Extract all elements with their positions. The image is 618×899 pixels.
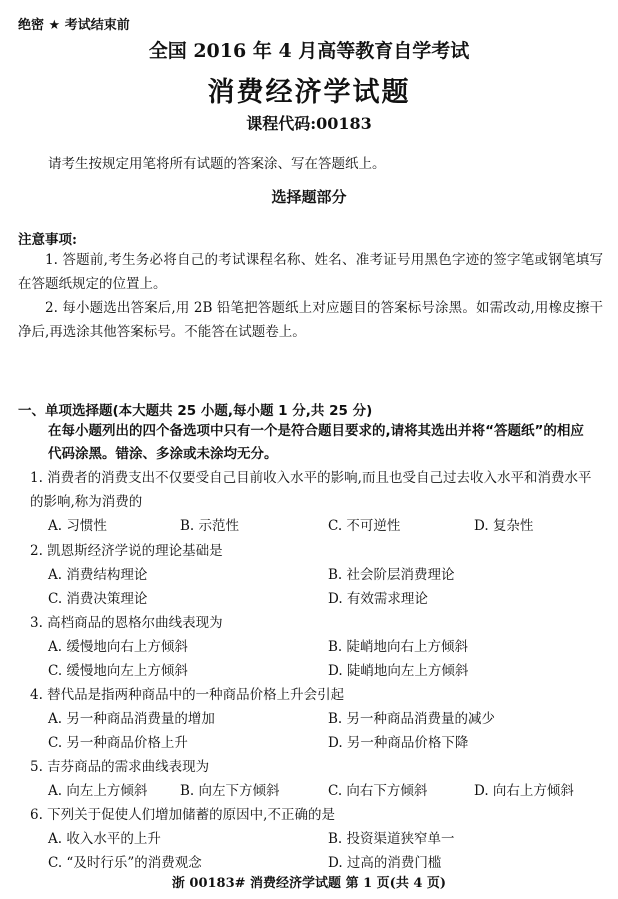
part-description: 在每小题列出的四个备选项中只有一个是符合题目要求的,请将其选出并将“答题纸”的相应代码涂黑。错涂、多涂或未涂均无分。 — [48, 423, 584, 462]
option: A. 消费结构理论 — [48, 567, 148, 583]
question-stem: 3. 高档商品的恩格尔曲线表现为 — [30, 615, 223, 631]
paper-title: 消费经济学试题 — [207, 77, 411, 108]
option: D. 过高的消费门槛 — [328, 855, 442, 871]
option: A. 习惯性 — [48, 518, 107, 534]
question-stem: 2. 凯恩斯经济学说的理论基础是 — [30, 543, 223, 559]
notes-heading: 注意事项: — [18, 232, 77, 248]
note-item: 2. 每小题选出答案后,用 2B 铅笔把答题纸上对应题目的答案标号涂黑。如需改动,用橡皮擦干净后,再选涂其他答案标号。不能答在试题卷上。 — [18, 300, 603, 340]
question-stem: 4. 替代品是指两种商品中的一种商品价格上升会引起 — [30, 687, 345, 703]
option: A. 缓慢地向右上方倾斜 — [48, 639, 188, 655]
option: B. 投资渠道狭窄单一 — [328, 831, 455, 847]
option: B. 向左下方倾斜 — [180, 783, 280, 799]
option: D. 复杂性 — [474, 518, 534, 534]
option: C. 消费决策理论 — [48, 591, 148, 607]
option: D. 有效需求理论 — [328, 591, 428, 607]
option: B. 社会阶层消费理论 — [328, 567, 455, 583]
option: D. 向右上方倾斜 — [474, 783, 574, 799]
instruction-text: 请考生按规定用笔将所有试题的答案涂、写在答题纸上。 — [48, 156, 386, 172]
part-heading: 一、单项选择题(本大题共 25 小题,每小题 1 分,共 25 分) — [18, 403, 373, 419]
page-footer: 浙 00183# 消费经济学试题 第 1 页(共 4 页) — [171, 876, 447, 891]
option: D. 另一种商品价格下降 — [328, 735, 469, 751]
option: B. 陡峭地向右上方倾斜 — [328, 639, 469, 655]
question-stem: 5. 吉芬商品的需求曲线表现为 — [30, 759, 210, 775]
confidential-label: 绝密 ★ 考试结束前 — [18, 18, 130, 33]
option: C. 向右下方倾斜 — [328, 783, 428, 799]
option: B. 另一种商品消费量的减少 — [328, 711, 496, 727]
option: C. 不可逆性 — [328, 518, 401, 534]
note-item: 1. 答题前,考生务必将自己的考试课程名称、姓名、准考证号用黑色字迹的签字笔或钢笔填写在答题纸规定的位置上。 — [18, 252, 603, 292]
option: D. 陡峭地向左上方倾斜 — [328, 663, 469, 679]
section-title: 选择题部分 — [271, 188, 347, 206]
option: C. 另一种商品价格上升 — [48, 735, 188, 751]
question-stem: 6. 下列关于促使人们增加储蓄的原因中,不正确的是 — [30, 807, 335, 823]
option: C. 缓慢地向左上方倾斜 — [48, 663, 188, 679]
option: C. “及时行乐”的消费观念 — [48, 855, 202, 871]
option: B. 示范性 — [180, 518, 240, 534]
option: A. 收入水平的上升 — [48, 831, 161, 847]
question-stem: 1. 消费者的消费支出不仅要受自己目前收入水平的影响,而且也受自己过去收入水平和消费水平的影响,称为消费的 — [30, 470, 592, 510]
course-code: 课程代码:00183 — [246, 114, 372, 133]
option: A. 另一种商品消费量的增加 — [48, 711, 215, 727]
exam-title: 全国 2016 年 4 月高等教育自学考试 — [148, 40, 470, 62]
option: A. 向左上方倾斜 — [48, 783, 148, 799]
